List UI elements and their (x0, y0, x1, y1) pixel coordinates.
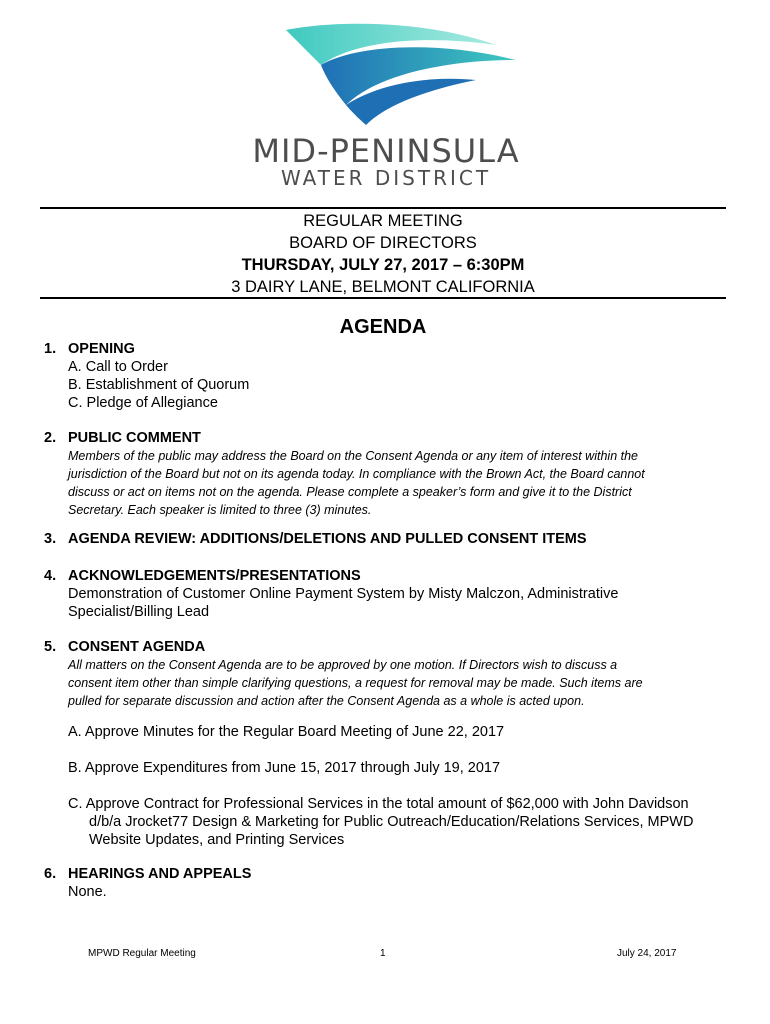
section-heading: 3. AGENDA REVIEW: ADDITIONS/DELETIONS AND PULLED CONSENT ITEMS (44, 531, 587, 547)
footer-left: MPWD Regular Meeting (88, 948, 196, 959)
water-drop-logo-graphic (226, 20, 546, 135)
meeting-date: THURSDAY, JULY 27, 2017 – 6:30PM (241, 256, 525, 274)
list-item: B. Establishment of Quorum (68, 377, 250, 393)
board-name: BOARD OF DIRECTORS (289, 234, 477, 252)
section-opening (44, 340, 249, 412)
section-hearings-appeals (44, 865, 251, 901)
district-logo (226, 20, 546, 190)
meeting-type: REGULAR MEETING (303, 212, 463, 230)
meeting-location: 3 DAIRY LANE, BELMONT CALIFORNIA (231, 278, 535, 296)
section-agenda-review (44, 530, 587, 548)
section-heading: 1. OPENING (44, 341, 135, 357)
hearings-body: None. (68, 884, 107, 900)
section-heading: 6. HEARINGS AND APPEALS (44, 866, 252, 882)
logo-subtitle: WATER DISTRICT (280, 166, 492, 190)
logo-title: MID-PENINSULA (252, 132, 520, 170)
bottom-rule (40, 297, 726, 299)
section-acknowledgements (44, 567, 728, 621)
consent-item-c: C. Approve Contract for Professional Services in the total amount of $62,000 with John Davidson d/b/a Jrocket77 Design & Marketing for Public Outreach/Education/Relations Services, MPWD Website Updates, and Printing Services (68, 796, 694, 848)
list-item: A. Call to Order (68, 359, 168, 375)
agenda-title: AGENDA (339, 316, 427, 338)
page-number: 1 (380, 948, 386, 959)
consent-item-a: A. Approve Minutes for the Regular Board Meeting of June 22, 2017 (68, 724, 505, 740)
section-heading: 5. CONSENT AGENDA (44, 639, 206, 655)
section-consent-agenda (44, 638, 718, 710)
section-public-comment (44, 429, 718, 519)
public-comment-text: Members of the public may address the Board on the Consent Agenda or any item of interest within the jurisdiction of the Board but not on its agenda today. In compliance with the Brown Act, the Board cannot discuss or act on items not on the agenda. Please complete a speaker’s form and give it to the District Secretary. Each speaker is limited to three (3) minutes. (68, 449, 645, 517)
footer-date: July 24, 2017 (617, 948, 677, 959)
section-heading: 2. PUBLIC COMMENT (44, 430, 201, 446)
presentation-text: Demonstration of Customer Online Payment System by Misty Malczon, Administrative Specialist/Billing Lead (68, 586, 619, 620)
top-rule (40, 207, 726, 209)
meeting-header (40, 210, 726, 298)
list-item: C. Pledge of Allegiance (68, 395, 218, 411)
section-heading: 4. ACKNOWLEDGEMENTS/PRESENTATIONS (44, 568, 361, 584)
consent-item-b: B. Approve Expenditures from June 15, 2017 through July 19, 2017 (68, 760, 501, 776)
consent-agenda-text: All matters on the Consent Agenda are to be approved by one motion. If Directors wish to discuss a consent item other than simple clarifying questions, a request for removal may be made. Such items are pulled for separate discussion and action after the Consent Agenda as a whole is acted upon. (68, 658, 643, 708)
